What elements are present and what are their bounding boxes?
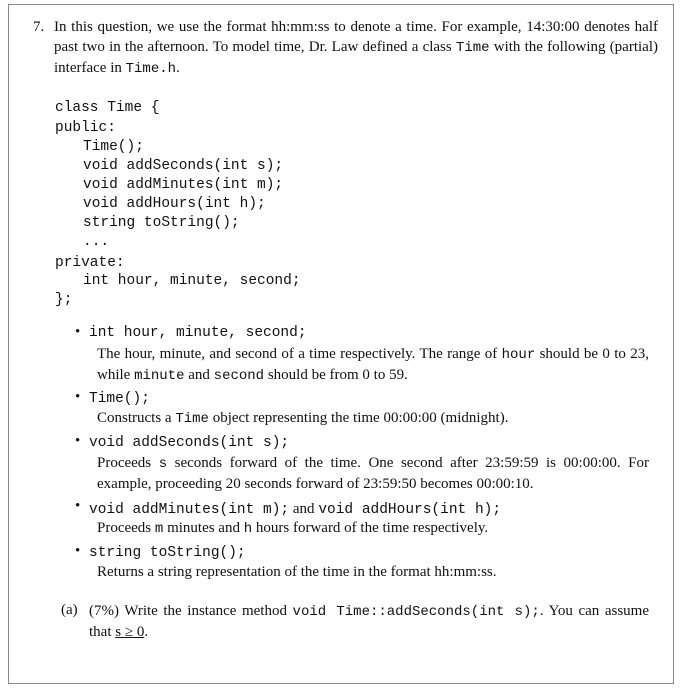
code-line: public:: [55, 120, 116, 136]
bullet-dot: •: [75, 324, 81, 340]
bullet-description: Proceeds m minutes and h hours forward of the time respectively.: [97, 520, 489, 537]
bullet-description: Constructs a Time object representing the time 00:00:00 (midnight).: [97, 410, 509, 427]
bullet-description: Proceeds s seconds forward of the time. One second after 23:59:59 is 00:00:00. For example, proceeding 20 seconds forward of 23:59:50 becomes 00:00:10.: [97, 455, 650, 492]
part-a-method: void Time::addSeconds(int s);: [292, 604, 540, 620]
part-a-condition: s ≥ 0: [115, 624, 145, 640]
part-a-label: (a): [61, 602, 78, 618]
code-line: private:: [55, 255, 125, 271]
part-a-text: (7%) Write the instance method void Time::addSeconds(int s);. You can assume that s ≥ 0.: [89, 603, 649, 640]
bullet-signature: void addSeconds(int s);: [89, 435, 290, 451]
bullet-dot: •: [75, 498, 81, 514]
code-line: void addHours(int h);: [83, 196, 266, 212]
bullet-signature: int hour, minute, second;: [89, 325, 307, 341]
bullet-signature: void addMinutes(int m); and void addHours(int h);: [89, 501, 502, 518]
intro-class-name: Time: [455, 40, 490, 56]
code-line: };: [55, 292, 73, 308]
bullet-description: The hour, minute, and second of a time respectively. The range of hour should be 0 to 23, while minute and second should be from 0 to 59.: [97, 346, 649, 384]
bullet-dot: •: [75, 389, 81, 405]
code-line: Time();: [83, 139, 144, 155]
code-line: int hour, minute, second;: [83, 273, 301, 289]
code-line: ...: [83, 234, 110, 250]
code-line: void addMinutes(int m);: [83, 177, 284, 193]
bullet-dot: •: [75, 543, 81, 559]
code-line: string toString();: [83, 215, 240, 231]
code-line: void addSeconds(int s);: [83, 158, 284, 174]
code-line: class Time {: [55, 100, 160, 116]
intro-file-name: Time.h: [125, 61, 177, 77]
question-page: [8, 4, 674, 684]
intro-text: In this question, we use the format hh:mm:ss to denote a time. For example, 14:30:00 denotes half past two in the afternoon. To model time, Dr. Law defined a class Time with the following (partial) interface in Time.h.: [54, 19, 658, 77]
question-number: 7.: [33, 19, 45, 35]
bullet-description: Returns a string representation of the time in the format hh:mm:ss.: [97, 564, 497, 580]
bullet-signature: Time();: [89, 391, 150, 407]
bullet-signature: string toString();: [89, 545, 246, 561]
bullet-dot: •: [75, 433, 81, 449]
